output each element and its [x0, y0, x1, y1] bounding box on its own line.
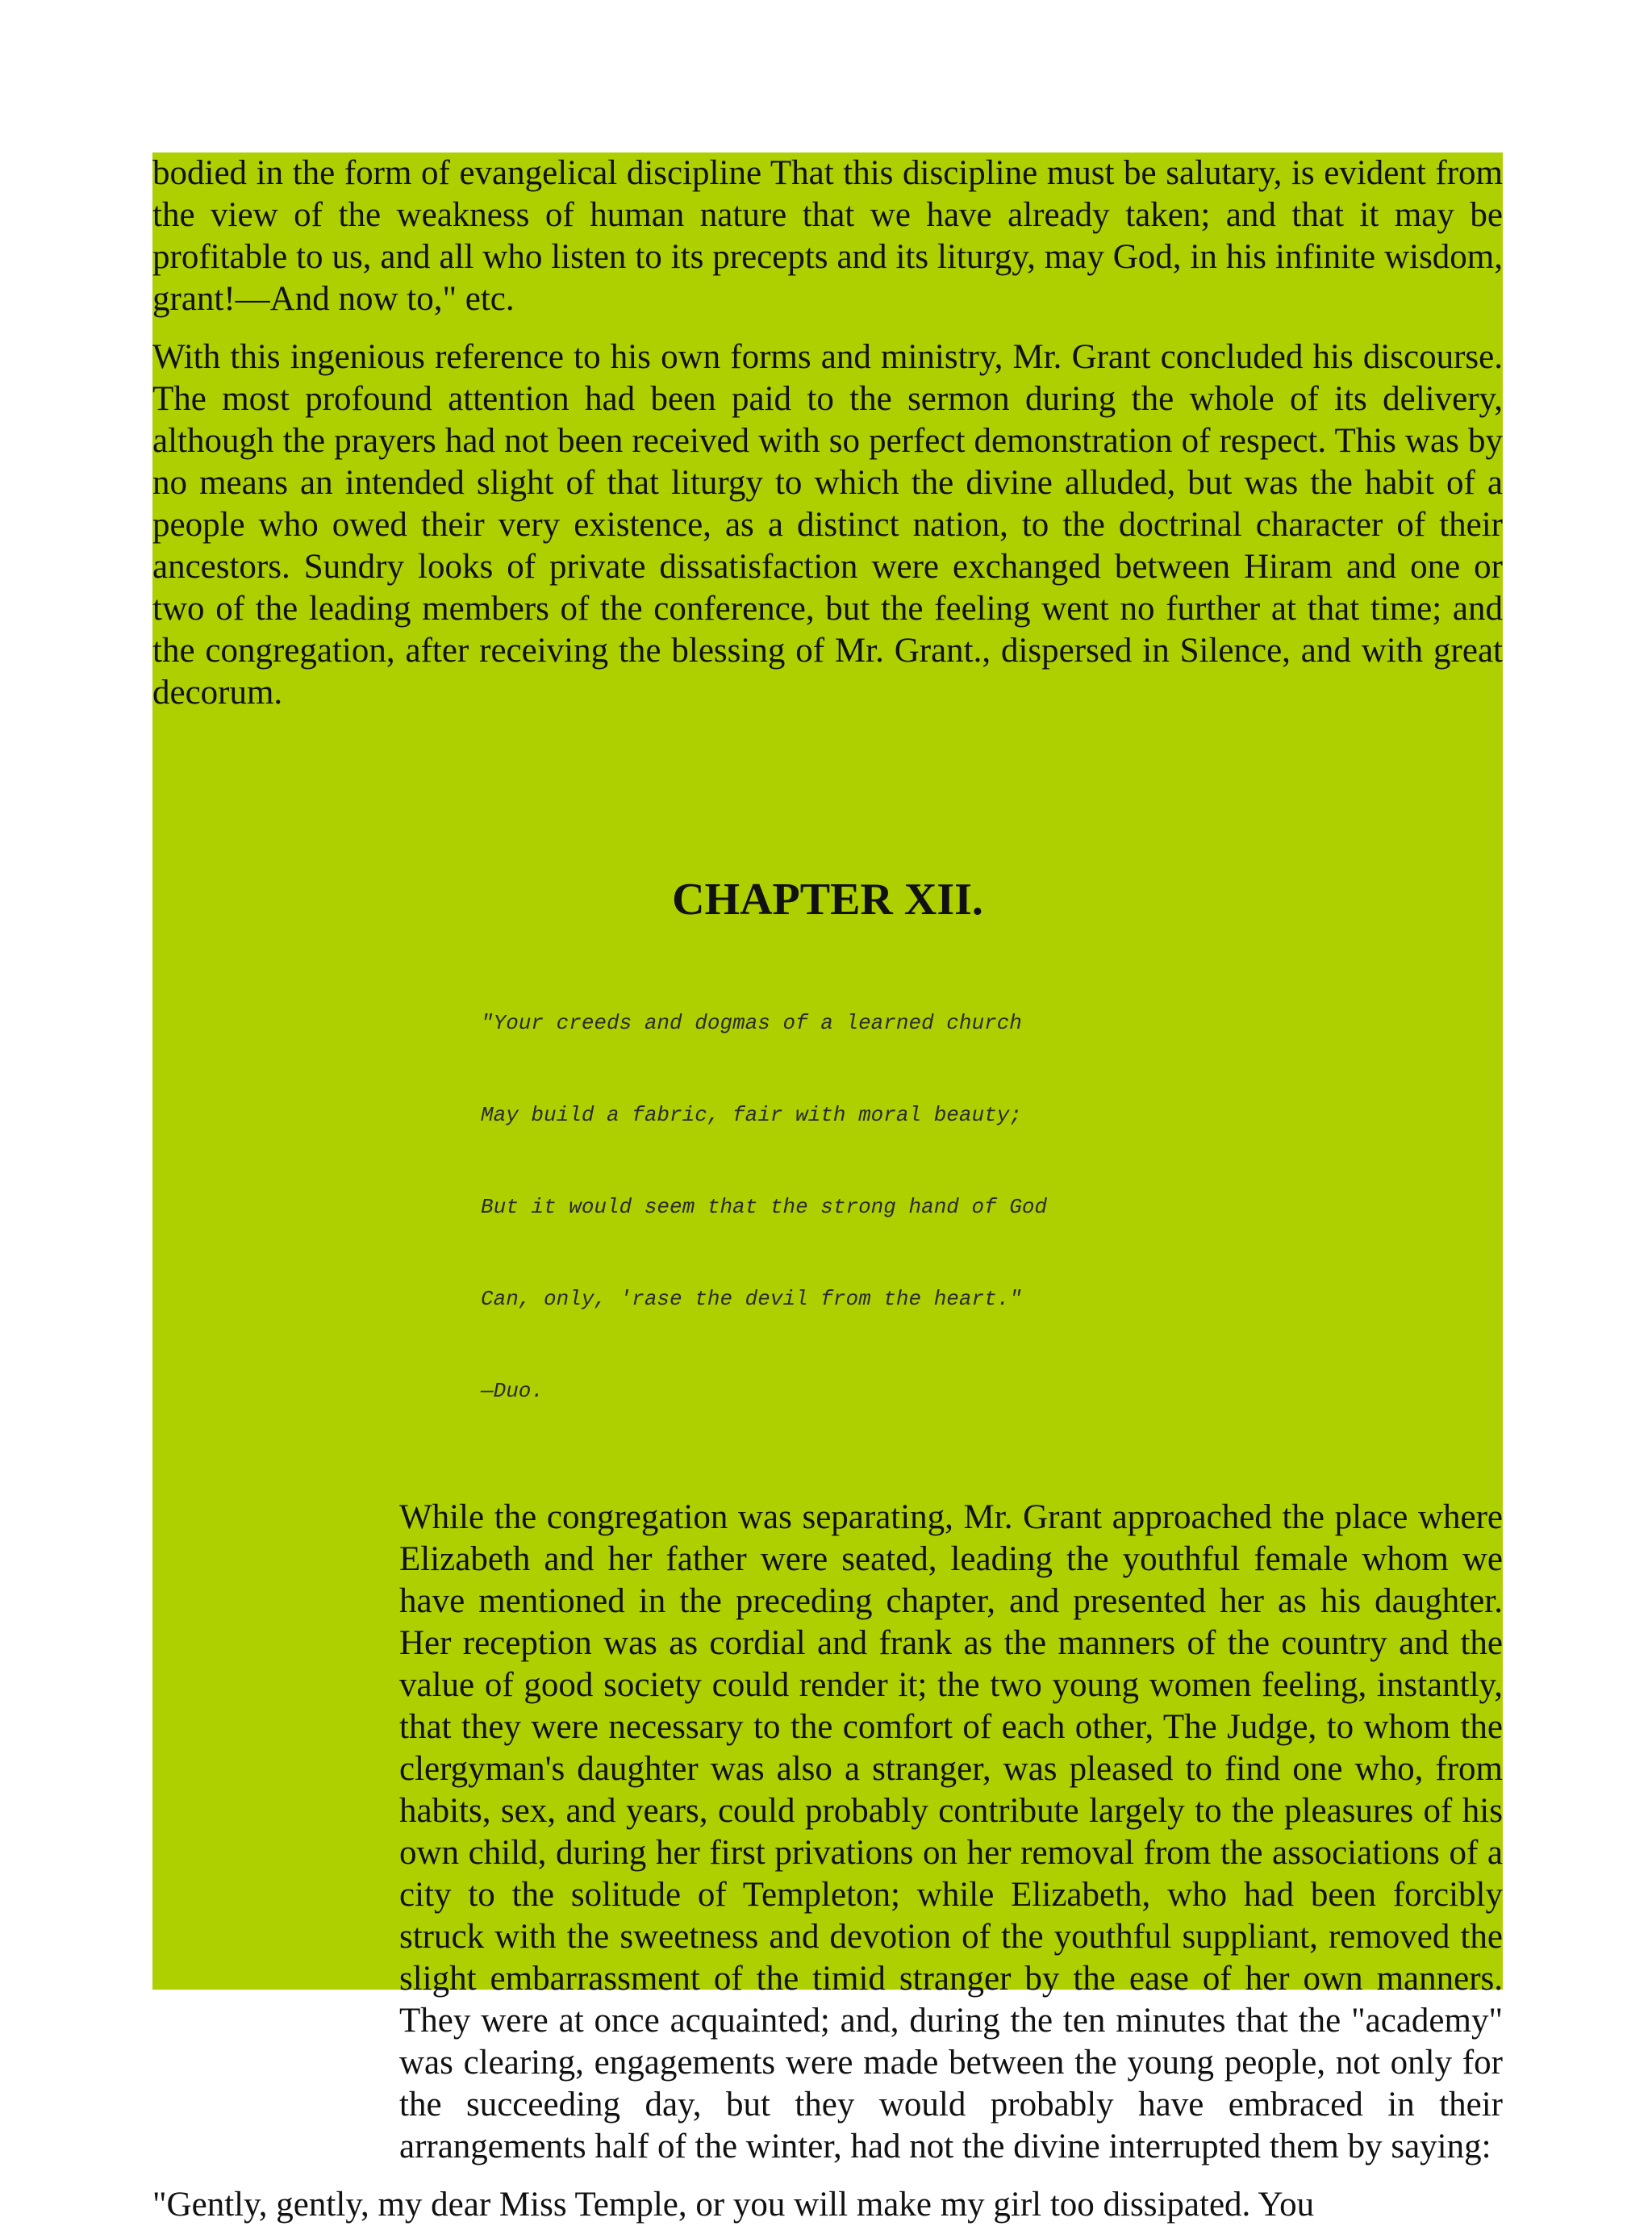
- paragraph-dialogue-start: "Gently, gently, my dear Miss Temple, or you will make my girl too dissipated. You: [152, 2186, 1315, 2224]
- epigraph-line: Can, only, 'rase the devil from the heart.": [481, 1287, 1022, 1311]
- paragraph-chapter-opening: While the congregation was separating, Mr. Grant approached the place where Elizabeth and her father were seated, leading the youthful female whom we have mentioned in the preceding chapter, and presented her as his daughter. Her reception was as cordial and frank as the manners of the country and the value of good society could render it; the two young women feeling, instantly, that they were necessary to the comfort of each other, The Judge, to whom the clergyman's daughter was also a stranger, was pleased to find one who, from habits, sex, and years, could probably contribute largely to the pleasures of his own child, during her first privations on her removal from the associations of a city to the solitude of Templeton; while Elizabeth, who had been forcibly struck with the sweetness and devotion of the youthful suppliant, removed the slight embarrassment of the timid stranger by the ease of her own manners. They were at once acquainted; and, during the ten minutes that the "academy" was clearing, engagements were made between the young people, not only for the succeeding day, but they would probably have embraced in their arrangements half of the winter, had not the divine interrupted them by saying:: [399, 1498, 1503, 2165]
- epigraph-line: May build a fabric, fair with moral beauty;: [481, 1103, 1022, 1127]
- paragraph-gap: [152, 320, 1503, 336]
- chapter-gap: [152, 714, 1503, 874]
- book-page: [152, 152, 1503, 2224]
- epigraph-line: "Your creeds and dogmas of a learned church: [481, 1011, 1022, 1035]
- epigraph: [481, 946, 1503, 1468]
- paragraph-discourse-concluded: With this ingenious reference to his own forms and ministry, Mr. Grant concluded his discourse. The most profound attention had been paid to the sermon during the whole of its delivery, although the prayers had not been received with so perfect demonstration of respect. This was by no means an intended slight of that liturgy to which the divine alluded, but was the habit of a people who owed their very existence, as a distinct nation, to the doctrinal character of their ancestors. Sundry looks of private dissatisfaction were exchanged between Hiram and one or two of the leading members of the conference, but the feeling went no further at that time; and the congregation, after receiving the blessing of Mr. Grant., dispersed in Silence, and with great decorum.: [152, 338, 1503, 712]
- chapter-title: CHAPTER XII.: [672, 875, 983, 925]
- epigraph-attribution: —Duo.: [481, 1379, 544, 1403]
- paragraph-sermon-end: bodied in the form of evangelical discipline That this discipline must be salutary, is evident from the view of the weakness of human nature that we have already taken; and that it may be profitable to us, and all who listen to its precepts and its liturgy, may God, in his infinite wisdom, grant!—And now to," etc.: [152, 154, 1503, 318]
- epigraph-line: But it would seem that the strong hand of God: [481, 1195, 1048, 1219]
